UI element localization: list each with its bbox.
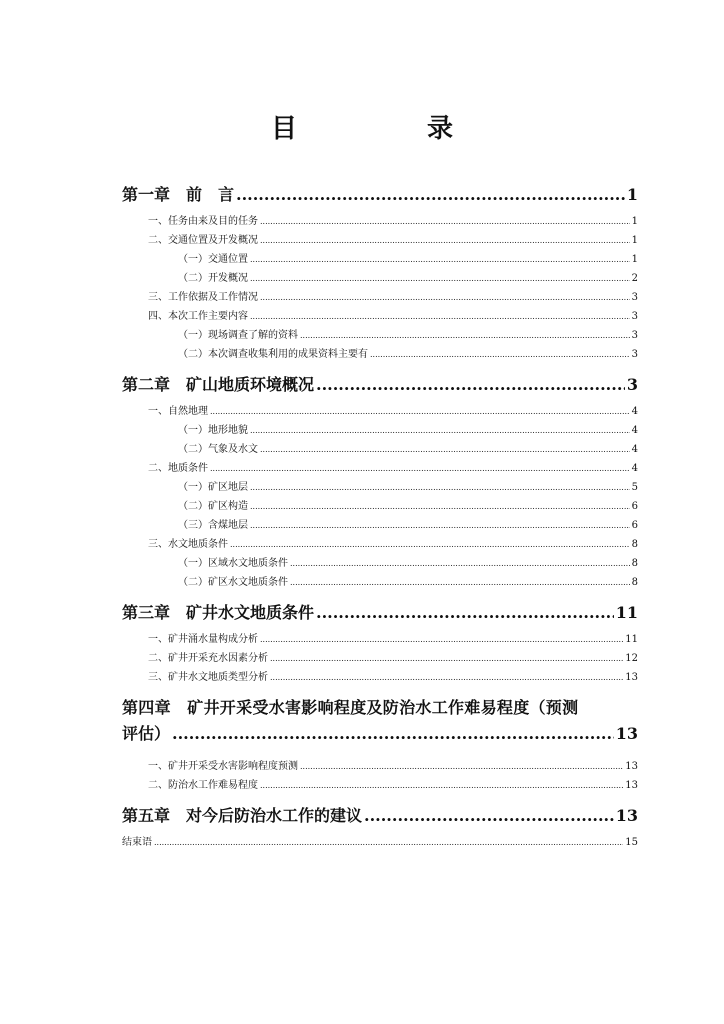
- toc-page-number: 3: [631, 311, 638, 322]
- toc-subitem[interactable]: [122, 326, 638, 345]
- toc-item-label: （二）矿区水文地质条件: [178, 577, 288, 588]
- toc-item[interactable]: [122, 307, 638, 326]
- toc-leader-dots: [250, 274, 630, 283]
- toc-leader-dots: [236, 185, 625, 204]
- toc-item[interactable]: [122, 402, 638, 421]
- toc-page-number: 3: [631, 292, 638, 303]
- toc-chapter-5[interactable]: [122, 803, 638, 825]
- toc-item[interactable]: [122, 459, 638, 478]
- toc-chapter-label-line1: 第四章 矿井开采受水害影响程度及防治水工作难易程度（预测: [122, 698, 579, 717]
- toc-item-label: （二）开发概况: [178, 273, 248, 284]
- toc-item-label: 结束语: [122, 837, 152, 848]
- toc-page-number: 11: [615, 603, 638, 622]
- toc-chapter-2[interactable]: [122, 372, 638, 394]
- toc-item-label: 一、任务由来及目的任务: [148, 216, 258, 227]
- toc-subitem[interactable]: [122, 478, 638, 497]
- toc-page-number: 4: [631, 406, 638, 417]
- toc-leader-dots: [210, 407, 630, 416]
- toc-leader-dots: [250, 483, 630, 492]
- toc-item[interactable]: [122, 668, 638, 687]
- toc-page-number: 1: [626, 185, 638, 204]
- toc-page-number: 8: [631, 577, 638, 588]
- toc-subitem[interactable]: [122, 573, 638, 592]
- toc-item[interactable]: [122, 776, 638, 795]
- toc-item[interactable]: [122, 630, 638, 649]
- toc-page-number: 4: [631, 463, 638, 474]
- toc-subitem[interactable]: [122, 421, 638, 440]
- table-of-contents: [122, 182, 638, 852]
- toc-item-label: （一）矿区地层: [178, 482, 248, 493]
- toc-item[interactable]: [122, 212, 638, 231]
- toc-page-number: 4: [631, 444, 638, 455]
- toc-leader-dots: [260, 635, 623, 644]
- toc-leader-dots: [300, 331, 630, 340]
- toc-item-label: （一）交通位置: [178, 254, 248, 265]
- toc-leader-dots: [154, 838, 623, 847]
- toc-page-number: 8: [631, 539, 638, 550]
- toc-page-number: 3: [631, 349, 638, 360]
- toc-item[interactable]: [122, 757, 638, 776]
- toc-item-label: 二、交通位置及开发概况: [148, 235, 258, 246]
- toc-item[interactable]: [122, 231, 638, 250]
- toc-subitem[interactable]: [122, 497, 638, 516]
- toc-item-label: 一、矿井开采受水害影响程度预测: [148, 761, 298, 772]
- toc-leader-dots: [230, 540, 630, 549]
- toc-leader-dots: [172, 721, 614, 747]
- toc-page-number: 3: [631, 330, 638, 341]
- toc-page-number: 1: [631, 216, 638, 227]
- page-title: 目 录: [270, 114, 479, 144]
- toc-subitem[interactable]: [122, 269, 638, 288]
- toc-chapter-label: 第一章 前 言: [122, 185, 235, 204]
- toc-chapter-label: 第二章 矿山地质环境概况: [122, 375, 315, 394]
- toc-leader-dots: [260, 236, 630, 245]
- toc-page-number: 6: [631, 520, 638, 531]
- toc-leader-dots: [270, 654, 623, 663]
- toc-item[interactable]: [122, 649, 638, 668]
- toc-leader-dots: [250, 521, 630, 530]
- toc-subitem[interactable]: [122, 440, 638, 459]
- toc-subitem[interactable]: [122, 516, 638, 535]
- toc-item-label: （一）区域水文地质条件: [178, 558, 288, 569]
- toc-subitem[interactable]: [122, 250, 638, 269]
- toc-page-number: 1: [631, 254, 638, 265]
- toc-page-number: 8: [631, 558, 638, 569]
- toc-leader-dots: [250, 312, 630, 321]
- toc-chapter-4-line2: [122, 721, 638, 747]
- toc-leader-dots: [260, 445, 630, 454]
- toc-leader-dots: [250, 426, 630, 435]
- toc-item-label: 二、地质条件: [148, 463, 208, 474]
- toc-page-number: 13: [625, 761, 638, 772]
- toc-leader-dots: [270, 673, 623, 682]
- toc-page-number: 13: [615, 724, 638, 743]
- toc-leader-dots: [370, 350, 630, 359]
- toc-leader-dots: [260, 293, 630, 302]
- toc-subitem[interactable]: [122, 345, 638, 364]
- toc-item-label: 三、水文地质条件: [148, 539, 228, 550]
- toc-page-number: 13: [625, 672, 638, 683]
- toc-page-number: 3: [626, 375, 638, 394]
- toc-page-number: 15: [625, 837, 638, 848]
- toc-page-number: 6: [631, 501, 638, 512]
- toc-leader-dots: [364, 806, 614, 825]
- toc-leader-dots: [260, 217, 630, 226]
- toc-item-label: （一）地形地貌: [178, 425, 248, 436]
- toc-page-number: 12: [625, 653, 638, 664]
- toc-page-number: 13: [625, 780, 638, 791]
- toc-item-label: （一）现场调查了解的资料: [178, 330, 298, 341]
- toc-chapter-label: 第三章 矿井水文地质条件: [122, 603, 315, 622]
- toc-item-label: 二、防治水工作难易程度: [148, 780, 258, 791]
- toc-page-number: 5: [631, 482, 638, 493]
- toc-item-label: （二）气象及水文: [178, 444, 258, 455]
- toc-page-number: 1: [631, 235, 638, 246]
- toc-leader-dots: [250, 255, 630, 264]
- toc-page-number: 4: [631, 425, 638, 436]
- toc-leader-dots: [210, 464, 630, 473]
- toc-item-label: 四、本次工作主要内容: [148, 311, 248, 322]
- toc-chapter-3[interactable]: [122, 600, 638, 622]
- toc-chapter-4[interactable]: [122, 695, 638, 747]
- toc-leader-dots: [316, 603, 614, 622]
- toc-page-number: 13: [615, 806, 638, 825]
- toc-item-label: 三、工作依据及工作情况: [148, 292, 258, 303]
- toc-chapter-label: 第五章 对今后防治水工作的建议: [122, 806, 363, 825]
- toc-item-label: （二）本次调查收集利用的成果资料主要有: [178, 349, 368, 360]
- toc-item-label: 一、自然地理: [148, 406, 208, 417]
- toc-leader-dots: [300, 762, 623, 771]
- toc-page-number: 2: [631, 273, 638, 284]
- toc-item-label: 二、矿井开采充水因素分析: [148, 653, 268, 664]
- toc-leader-dots: [316, 375, 625, 394]
- toc-leader-dots: [250, 502, 630, 511]
- toc-item-label: 三、矿井水文地质类型分析: [148, 672, 268, 683]
- toc-chapter-label-line2: 评估）: [122, 724, 171, 743]
- toc-item[interactable]: [122, 288, 638, 307]
- toc-leader-dots: [290, 559, 630, 568]
- toc-item-label: （三）含煤地层: [178, 520, 248, 531]
- toc-item-label: 一、矿井涌水量构成分析: [148, 634, 258, 645]
- toc-page-number: 11: [625, 634, 638, 645]
- toc-conclusion[interactable]: [122, 833, 638, 852]
- toc-leader-dots: [290, 578, 630, 587]
- toc-subitem[interactable]: [122, 554, 638, 573]
- toc-leader-dots: [260, 781, 623, 790]
- toc-chapter-1[interactable]: [122, 182, 638, 204]
- toc-item[interactable]: [122, 535, 638, 554]
- toc-item-label: （二）矿区构造: [178, 501, 248, 512]
